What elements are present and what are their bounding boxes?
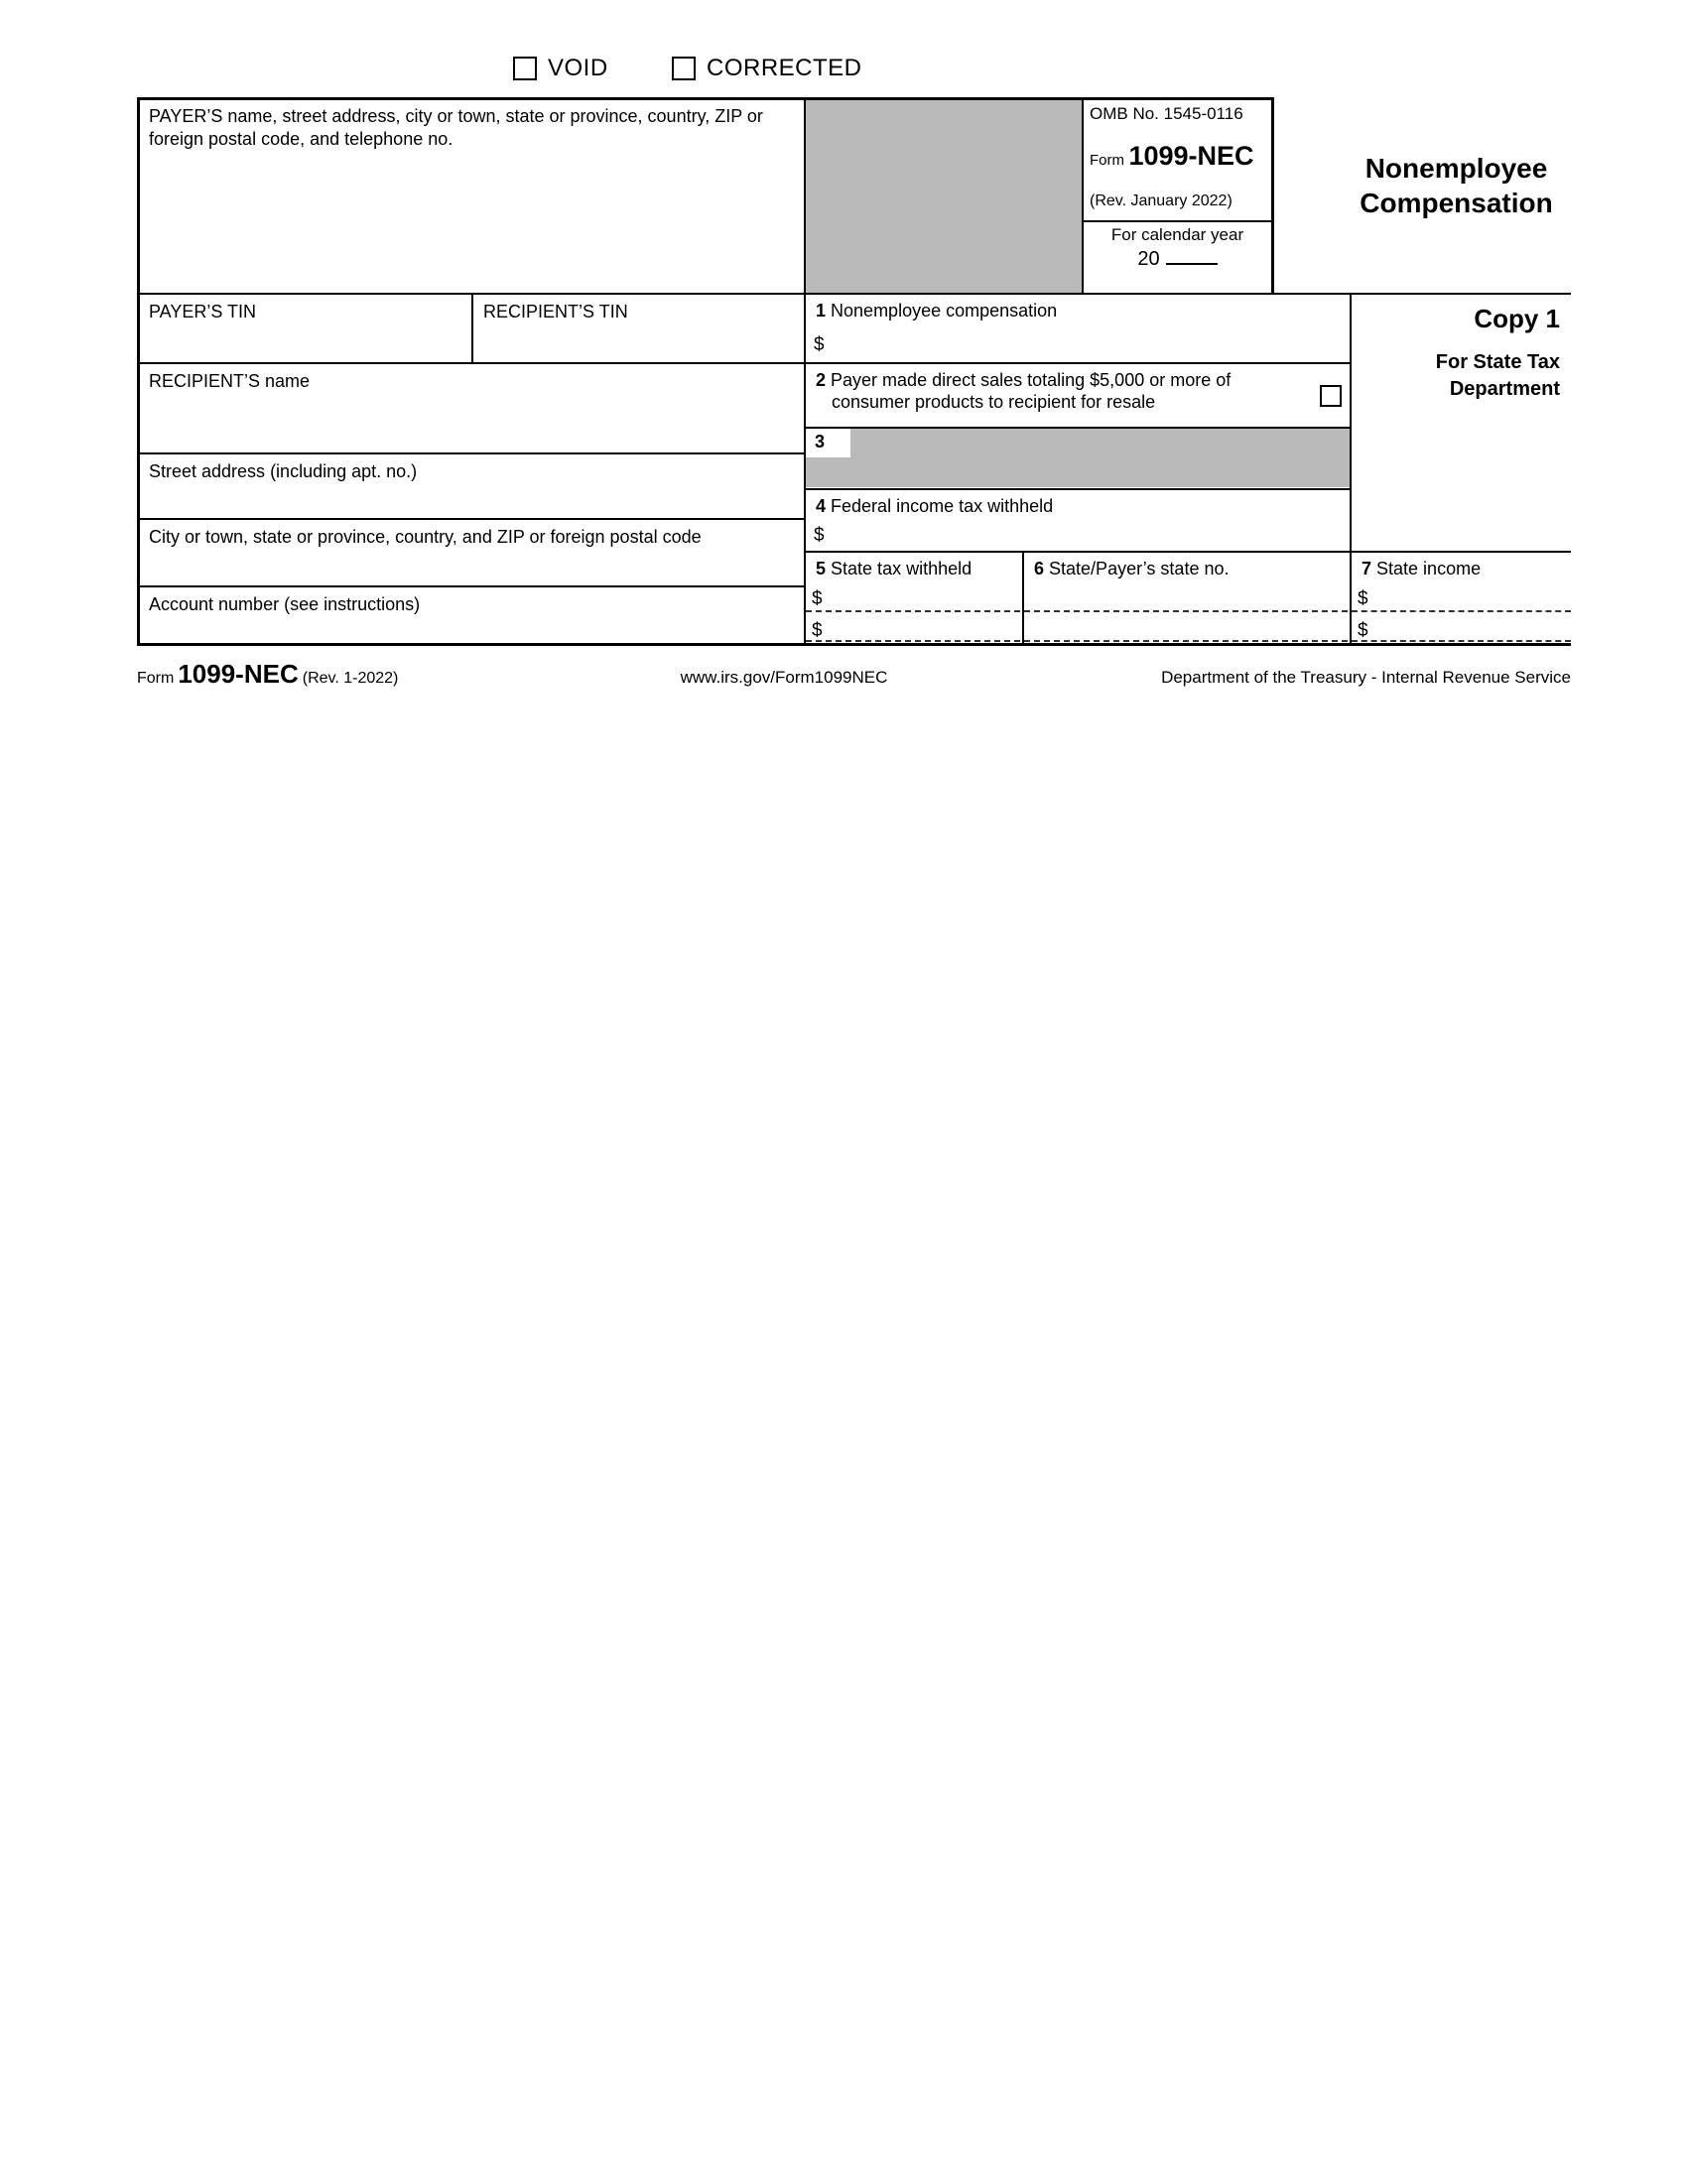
footer-department: Department of the Treasury - Internal Revenue Service: [1161, 668, 1571, 687]
city-label: City or town, state or province, country, and ZIP or foreign postal code: [149, 527, 702, 547]
payer-info-field[interactable]: [137, 97, 804, 293]
box1-dollar-sign: $: [814, 334, 825, 355]
omb-number: OMB No. 1545-0116: [1090, 104, 1243, 123]
divider-line: [1082, 220, 1273, 222]
calendar-year-blank[interactable]: [1166, 249, 1218, 265]
calendar-year-label: For calendar year: [1110, 225, 1244, 244]
box7-state-income-field[interactable]: [1350, 551, 1571, 645]
city-field[interactable]: [137, 518, 804, 585]
form-title-line1: Nonemployee: [1364, 153, 1548, 184]
payer-tin-field[interactable]: [137, 293, 471, 362]
form-number-header: [1090, 141, 1254, 172]
box1-label: 1 Nonemployee compensation: [816, 301, 1058, 321]
corrected-label: CORRECTED: [707, 55, 862, 81]
box2-checkbox[interactable]: [1320, 385, 1342, 407]
box4-label: 4 Federal income tax withheld: [816, 496, 1054, 516]
street-address-label: Street address (including apt. no.): [149, 461, 418, 481]
box3-shaded-area: [805, 428, 1351, 487]
footer-form-id: [137, 659, 398, 690]
form-title-line2: Compensation: [1360, 188, 1553, 218]
copy-destination-line2: Department: [1449, 378, 1560, 400]
payer-info-label: PAYER’S name, street address, city or town, state or province, country, ZIP or foreign postal code, and telephone no.: [149, 106, 763, 149]
box7-label: 7 State income: [1362, 559, 1482, 578]
header-shaded-area: [805, 98, 1082, 293]
irs-url-link[interactable]: www.irs.gov/Form1099NEC: [680, 668, 888, 687]
form-title: [1335, 151, 1578, 220]
account-number-field[interactable]: [137, 585, 804, 643]
corrected-checkbox[interactable]: [672, 57, 696, 80]
copy-destination: [1355, 349, 1566, 403]
form-number: 1099-NEC: [1128, 141, 1254, 171]
footer-revision: (Rev. 1-2022): [302, 670, 399, 687]
box2-label: 2 Payer made direct sales totaling $5,000 or more of consumer products to recipient for resale: [816, 370, 1232, 412]
recipient-name-field[interactable]: [137, 362, 804, 452]
recipient-tin-field[interactable]: [471, 293, 804, 362]
box3-number-notch: [805, 428, 850, 457]
footer-form-number: 1099-NEC: [178, 659, 299, 689]
footer-form-word: Form: [137, 670, 175, 687]
box6-label: 6 State/Payer’s state no.: [1034, 559, 1230, 578]
box7-dollar-sign-2: $: [1358, 620, 1368, 641]
calendar-year-row: [1082, 248, 1273, 271]
void-checkbox[interactable]: [513, 57, 537, 80]
payer-tin-label: PAYER’S TIN: [149, 302, 257, 321]
copy-label: Copy 1: [1474, 304, 1560, 333]
void-label: VOID: [548, 55, 608, 81]
box3-number: 3: [815, 432, 826, 451]
box5-label: 5 State tax withheld: [816, 559, 973, 578]
street-address-field[interactable]: [137, 452, 804, 518]
box1-nonemployee-compensation-field[interactable]: [804, 293, 1350, 362]
box5-state-tax-withheld-field[interactable]: [804, 551, 1022, 645]
box7-dollar-sign-1: $: [1358, 588, 1368, 609]
copy-destination-line1: For State Tax: [1435, 351, 1560, 373]
box5-dollar-sign-1: $: [812, 588, 823, 609]
divider-line: [804, 427, 1352, 429]
box4-dollar-sign: $: [814, 525, 825, 546]
box2-direct-sales-field[interactable]: [804, 362, 1350, 427]
form-word: Form: [1090, 152, 1124, 169]
revision-label: (Rev. January 2022): [1090, 193, 1233, 209]
box4-federal-tax-withheld-field[interactable]: [804, 488, 1350, 551]
recipient-name-label: RECIPIENT’S name: [149, 371, 311, 391]
account-number-label: Account number (see instructions): [149, 594, 421, 614]
calendar-year-prefix: 20: [1137, 248, 1160, 270]
recipient-tin-label: RECIPIENT’S TIN: [483, 302, 628, 321]
box5-dollar-sign-2: $: [812, 620, 823, 641]
box6-state-payer-number-field[interactable]: [1022, 551, 1350, 645]
